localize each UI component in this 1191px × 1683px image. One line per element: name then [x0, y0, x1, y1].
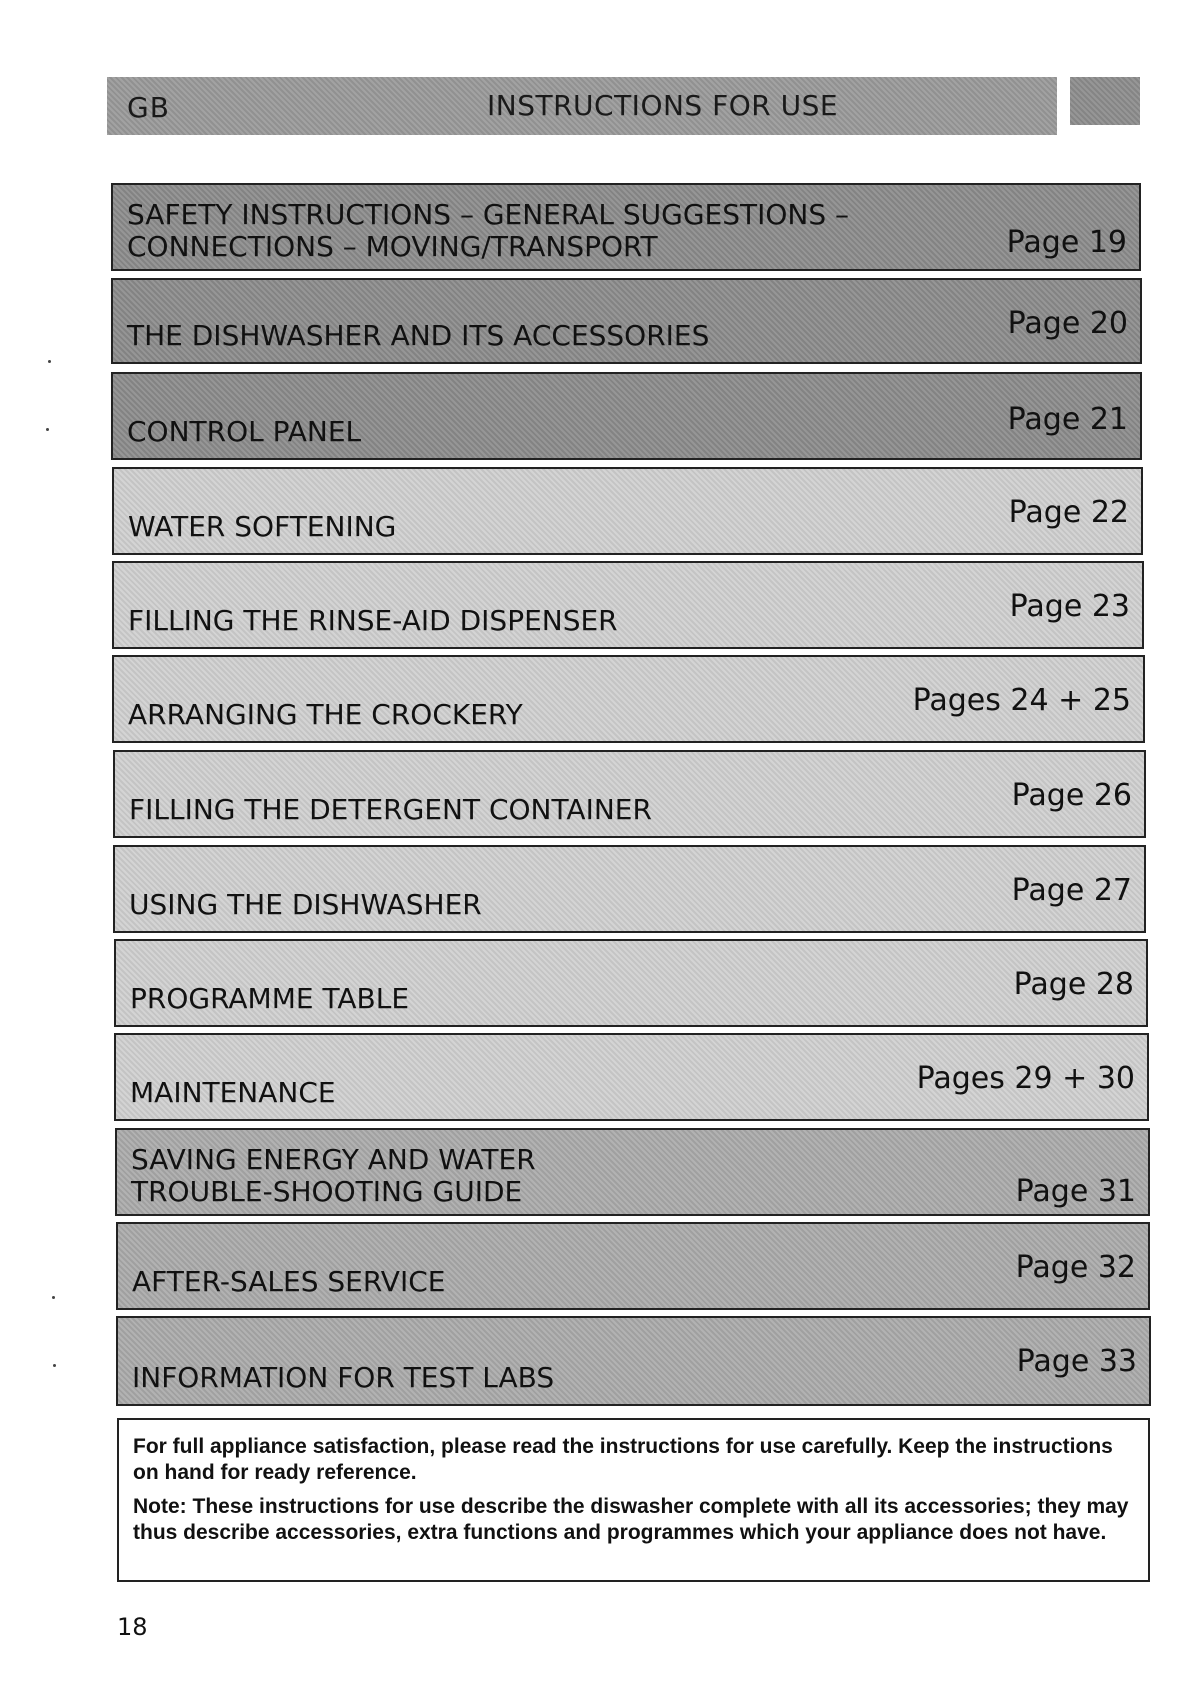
toc-title: FILLING THE DETERGENT CONTAINER [129, 793, 652, 826]
toc-row-water-softening[interactable] [112, 467, 1143, 555]
toc-page: Page 28 [1013, 967, 1134, 1002]
toc-page: Page 27 [1011, 873, 1132, 908]
toc-title: CONTROL PANEL [127, 415, 362, 448]
page-number: 18 [117, 1613, 148, 1641]
toc-row-using-dishwasher[interactable] [113, 845, 1146, 933]
region-label: GB [127, 91, 170, 124]
toc-page: Page 31 [1015, 1174, 1136, 1209]
scan-speck [52, 1296, 55, 1299]
toc-title: THE DISHWASHER AND ITS ACCESSORIES [127, 319, 710, 352]
toc-page: Pages 29 + 30 [916, 1061, 1135, 1096]
toc-title: WATER SOFTENING [128, 510, 397, 543]
scan-speck [46, 428, 49, 431]
toc-title: SAFETY INSTRUCTIONS – GENERAL SUGGESTIONS – CONNECTIONS – MOVING/TRANSPORT [127, 198, 849, 263]
page-title: INSTRUCTIONS FOR USE [487, 89, 839, 122]
toc-row-saving-energy[interactable] [115, 1128, 1150, 1216]
toc-title: ARRANGING THE CROCKERY [128, 698, 523, 731]
note-paragraph: For full appliance satisfaction, please read the instructions for use carefully. Keep the instructions on hand for ready reference. [133, 1435, 1113, 1484]
note-paragraph: Note: These instructions for use describe the diswasher complete with all its accessories; they may thus describe accessories, extra functions and programmes which your appliance does not have. [133, 1495, 1129, 1544]
toc-row-maintenance[interactable] [114, 1033, 1149, 1121]
scan-speck [53, 1364, 56, 1367]
toc-row-rinse-aid[interactable] [112, 561, 1144, 649]
toc-page: Page 20 [1007, 306, 1128, 341]
toc-row-safety[interactable] [111, 183, 1141, 271]
toc-row-detergent[interactable] [113, 750, 1146, 838]
toc-row-programme-table[interactable] [114, 939, 1148, 1027]
toc-page: Page 21 [1007, 402, 1128, 437]
note-box [117, 1418, 1150, 1582]
header-bar [107, 77, 1057, 135]
toc-page: Pages 24 + 25 [912, 683, 1131, 718]
toc-page: Page 19 [1006, 225, 1127, 260]
toc-title: SAVING ENERGY AND WATER TROUBLE-SHOOTING GUIDE [131, 1143, 536, 1208]
toc-title: INFORMATION FOR TEST LABS [132, 1361, 555, 1394]
toc-title: MAINTENANCE [130, 1076, 336, 1109]
toc-row-after-sales[interactable] [116, 1222, 1150, 1310]
toc-page: Page 23 [1009, 589, 1130, 624]
toc-title: FILLING THE RINSE-AID DISPENSER [128, 604, 618, 637]
toc-title: USING THE DISHWASHER [129, 888, 482, 921]
toc-row-control-panel[interactable] [111, 372, 1142, 460]
toc-row-dishwasher-accessories[interactable] [111, 278, 1142, 364]
toc-page: Page 26 [1011, 778, 1132, 813]
header-tab-block [1070, 77, 1140, 125]
toc-page: Page 22 [1008, 495, 1129, 530]
toc-page: Page 32 [1015, 1250, 1136, 1285]
toc-row-arranging-crockery[interactable] [112, 655, 1145, 743]
toc-page: Page 33 [1016, 1344, 1137, 1379]
toc-title: PROGRAMME TABLE [130, 982, 410, 1015]
scan-speck [48, 360, 51, 363]
toc-title: AFTER-SALES SERVICE [132, 1265, 446, 1298]
toc-row-test-labs[interactable] [116, 1316, 1151, 1406]
